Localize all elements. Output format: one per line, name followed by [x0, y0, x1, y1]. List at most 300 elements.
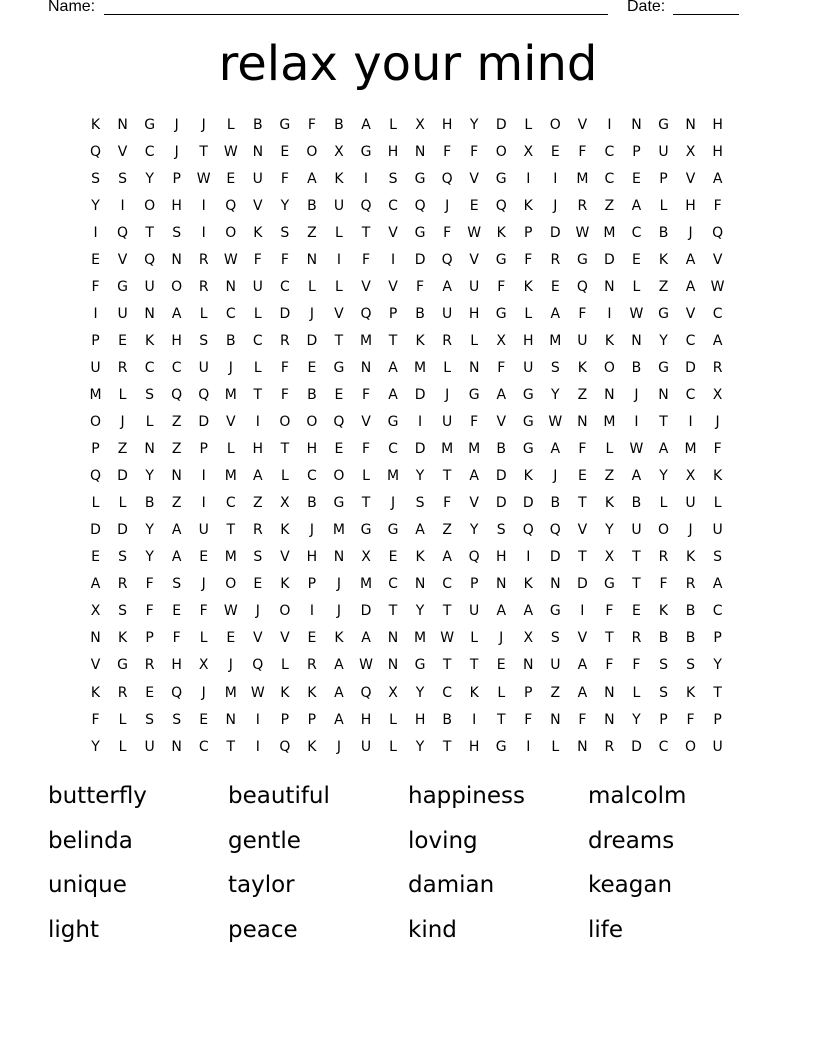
grid-letter: R: [252, 522, 263, 539]
grid-letter: T: [334, 332, 344, 349]
grid-letter: K: [523, 468, 533, 485]
grid-letter: L: [632, 684, 641, 701]
grid-letter: X: [334, 143, 344, 160]
grid-letter: P: [145, 630, 154, 647]
grid-letter: X: [90, 603, 101, 620]
grid-letter: M: [414, 359, 427, 376]
grid-letter: G: [549, 603, 561, 620]
grid-letter: J: [445, 386, 450, 403]
grid-letter: A: [361, 116, 371, 133]
grid-letter: I: [390, 251, 396, 268]
grid-letter: T: [469, 657, 479, 674]
grid-letter: M: [603, 414, 616, 431]
grid-letter: X: [712, 386, 723, 403]
grid-letter: N: [414, 143, 426, 160]
grid-letter: Y: [145, 468, 154, 485]
grid-letter: Q: [360, 305, 372, 322]
grid-letter: D: [360, 603, 372, 620]
grid-letter: E: [280, 143, 290, 160]
grid-letter: L: [307, 278, 316, 295]
grid-letter: M: [224, 549, 237, 566]
grid-letter: U: [550, 657, 561, 674]
grid-letter: O: [333, 468, 345, 485]
grid-letter: N: [144, 441, 155, 458]
grid-letter: O: [279, 414, 291, 431]
grid-letter: J: [336, 603, 342, 620]
grid-letter: P: [713, 711, 722, 728]
grid-letter: A: [442, 278, 452, 295]
grid-letter: F: [145, 603, 154, 620]
grid-letter: A: [577, 684, 588, 701]
grid-letter: M: [89, 386, 102, 403]
grid-letter: T: [388, 603, 398, 620]
grid-letter: U: [333, 197, 345, 214]
grid-letter: G: [522, 414, 534, 431]
grid-letter: A: [550, 305, 561, 322]
grid-letter: J: [336, 576, 342, 593]
grid-letter: I: [255, 414, 260, 431]
word-list-item: dreams: [588, 827, 675, 854]
grid-letter: T: [361, 224, 371, 241]
grid-letter: I: [472, 711, 477, 728]
grid-letter: C: [442, 684, 453, 701]
grid-letter: N: [144, 305, 155, 322]
grid-letter: D: [279, 305, 291, 322]
grid-letter: L: [253, 305, 262, 322]
grid-letter: H: [523, 332, 534, 349]
grid-letter: Y: [415, 468, 425, 485]
grid-letter: O: [549, 116, 561, 133]
grid-letter: L: [145, 414, 154, 431]
grid-letter: F: [497, 359, 506, 376]
grid-letter: F: [686, 711, 695, 728]
grid-letter: G: [279, 116, 291, 133]
word-list-item: malcolm: [588, 783, 687, 809]
grid-letter: A: [442, 549, 452, 566]
grid-letter: T: [605, 630, 614, 647]
grid-letter: F: [524, 711, 533, 728]
grid-letter: U: [252, 278, 263, 295]
grid-letter: W: [250, 684, 265, 701]
grid-letter: P: [307, 576, 317, 593]
grid-letter: E: [632, 170, 641, 187]
grid-letter: D: [604, 251, 615, 268]
grid-letter: G: [387, 414, 399, 431]
grid-letter: W: [629, 305, 644, 322]
grid-letter: I: [201, 468, 206, 485]
grid-letter: A: [712, 170, 723, 187]
grid-letter: U: [90, 359, 101, 376]
grid-letter: V: [469, 170, 479, 187]
grid-letter: J: [336, 738, 342, 755]
grid-letter: N: [604, 278, 615, 295]
grid-letter: K: [307, 684, 317, 701]
grid-letter: E: [469, 197, 479, 214]
grid-letter: E: [496, 657, 506, 674]
grid-letter: G: [144, 116, 156, 133]
grid-letter: I: [93, 224, 98, 241]
grid-letter: Z: [604, 468, 615, 485]
grid-letter: D: [414, 441, 426, 458]
grid-letter: L: [362, 468, 370, 485]
grid-letter: S: [415, 495, 425, 512]
grid-letter: H: [712, 116, 723, 133]
grid-letter: I: [93, 305, 98, 322]
grid-letter: S: [172, 576, 182, 593]
grid-letter: S: [253, 549, 263, 566]
grid-letter: V: [388, 224, 398, 241]
grid-letter: J: [390, 495, 396, 512]
grid-letter: B: [685, 630, 696, 647]
grid-letter: N: [225, 278, 236, 295]
grid-letter: U: [198, 522, 209, 539]
grid-letter: C: [658, 738, 669, 755]
grid-letter: N: [685, 116, 696, 133]
grid-letter: K: [604, 332, 614, 349]
letter-grid: [82, 111, 731, 760]
grid-letter: P: [280, 711, 290, 728]
grid-letter: L: [199, 630, 208, 647]
grid-letter: O: [306, 414, 318, 431]
grid-letter: S: [659, 657, 668, 674]
grid-letter: U: [442, 305, 453, 322]
grid-letter: A: [469, 468, 479, 485]
grid-letter: Q: [360, 684, 372, 701]
grid-letter: I: [688, 414, 693, 431]
grid-letter: N: [414, 576, 426, 593]
grid-letter: G: [414, 657, 426, 674]
grid-letter: Y: [145, 549, 154, 566]
grid-letter: N: [90, 630, 101, 647]
grid-letter: U: [523, 359, 534, 376]
grid-letter: L: [118, 711, 127, 728]
grid-letter: N: [171, 251, 182, 268]
grid-letter: P: [524, 684, 533, 701]
grid-letter: Q: [279, 738, 291, 755]
grid-letter: G: [495, 251, 507, 268]
grid-letter: E: [632, 251, 641, 268]
grid-letter: T: [226, 522, 236, 539]
grid-letter: O: [225, 576, 237, 593]
grid-letter: V: [361, 278, 371, 295]
grid-letter: W: [223, 603, 238, 620]
grid-letter: A: [631, 197, 642, 214]
grid-letter: R: [117, 576, 128, 593]
grid-letter: F: [713, 441, 722, 458]
grid-letter: A: [523, 603, 534, 620]
grid-letter: F: [307, 116, 316, 133]
grid-letter: V: [577, 630, 588, 647]
grid-letter: R: [442, 332, 452, 349]
grid-letter: X: [415, 116, 425, 133]
grid-letter: V: [280, 549, 290, 566]
grid-letter: M: [603, 224, 616, 241]
grid-letter: Y: [659, 332, 668, 349]
grid-letter: B: [307, 386, 317, 403]
grid-letter: I: [634, 414, 639, 431]
grid-letter: V: [496, 414, 507, 431]
grid-letter: T: [388, 332, 398, 349]
word-list-item: gentle: [228, 827, 301, 854]
grid-letter: F: [91, 711, 100, 728]
grid-letter: K: [117, 630, 128, 647]
grid-letter: G: [414, 224, 426, 241]
name-label: Name:: [48, 0, 96, 15]
grid-letter: V: [90, 657, 101, 674]
grid-letter: Y: [659, 468, 668, 485]
grid-letter: C: [604, 170, 615, 187]
grid-letter: U: [685, 495, 696, 512]
grid-letter: I: [363, 170, 369, 187]
grid-letter: F: [578, 711, 587, 728]
grid-letter: J: [255, 603, 260, 620]
grid-letter: A: [307, 170, 317, 187]
grid-letter: Y: [632, 711, 641, 728]
grid-letter: Z: [604, 197, 615, 214]
grid-letter: T: [199, 143, 208, 160]
grid-letter: H: [387, 143, 399, 160]
grid-letter: E: [334, 386, 344, 403]
grid-letter: G: [387, 522, 399, 539]
grid-letter: V: [469, 495, 479, 512]
grid-letter: D: [549, 224, 561, 241]
grid-letter: W: [575, 224, 590, 241]
word-list-item: happiness: [408, 783, 525, 809]
grid-letter: C: [388, 441, 398, 458]
grid-letter: K: [658, 251, 669, 268]
grid-letter: Q: [333, 414, 345, 431]
grid-letter: D: [685, 359, 696, 376]
grid-letter: Q: [576, 278, 588, 295]
grid-letter: V: [280, 630, 290, 647]
grid-letter: U: [198, 359, 209, 376]
grid-letter: X: [604, 549, 615, 566]
grid-letter: J: [120, 414, 125, 431]
grid-letter: B: [253, 116, 263, 133]
grid-letter: S: [145, 386, 155, 403]
word-list-item: taylor: [228, 872, 295, 898]
grid-letter: D: [414, 386, 426, 403]
grid-letter: X: [685, 468, 696, 485]
word-list-item: butterfly: [48, 783, 147, 809]
grid-letter: B: [307, 197, 317, 214]
grid-letter: E: [307, 359, 317, 376]
grid-letter: Q: [468, 549, 480, 566]
grid-letter: A: [550, 441, 561, 458]
grid-letter: P: [91, 332, 100, 349]
grid-letter: V: [469, 251, 479, 268]
grid-letter: B: [658, 224, 669, 241]
grid-letter: G: [495, 305, 507, 322]
grid-letter: L: [226, 441, 235, 458]
grid-letter: F: [578, 305, 587, 322]
grid-letter: F: [443, 224, 452, 241]
grid-letter: R: [144, 657, 155, 674]
grid-letter: S: [91, 170, 100, 187]
grid-letter: H: [171, 197, 182, 214]
grid-letter: L: [524, 305, 533, 322]
grid-letter: R: [198, 251, 209, 268]
grid-letter: I: [201, 495, 206, 512]
grid-letter: E: [632, 603, 641, 620]
grid-letter: N: [360, 359, 372, 376]
grid-letter: H: [171, 332, 182, 349]
grid-letter: Q: [117, 224, 129, 241]
word-list-item: unique: [48, 872, 127, 898]
grid-letter: E: [550, 143, 560, 160]
grid-letter: N: [252, 143, 264, 160]
grid-letter: S: [172, 711, 182, 728]
grid-letter: S: [686, 657, 695, 674]
grid-letter: M: [684, 441, 697, 458]
grid-letter: G: [495, 738, 507, 755]
grid-letter: R: [631, 630, 642, 647]
grid-letter: P: [659, 170, 668, 187]
grid-letter: B: [415, 305, 425, 322]
grid-letter: A: [658, 441, 669, 458]
grid-letter: E: [577, 468, 587, 485]
grid-letter: A: [496, 603, 507, 620]
grid-letter: O: [306, 143, 318, 160]
grid-letter: L: [280, 468, 289, 485]
grid-letter: H: [306, 549, 318, 566]
grid-letter: C: [252, 332, 263, 349]
grid-letter: C: [388, 197, 398, 214]
grid-letter: D: [117, 468, 128, 485]
grid-letter: L: [659, 495, 668, 512]
word-list-item: belinda: [48, 827, 133, 854]
grid-letter: D: [306, 332, 318, 349]
grid-letter: N: [658, 386, 669, 403]
grid-letter: N: [495, 576, 507, 593]
grid-letter: Z: [658, 278, 669, 295]
grid-letter: N: [631, 332, 642, 349]
grid-letter: Q: [198, 386, 210, 403]
grid-letter: L: [497, 684, 506, 701]
date-label: Date:: [627, 0, 666, 15]
grid-letter: M: [359, 576, 373, 593]
grid-letter: V: [225, 414, 236, 431]
grid-letter: N: [550, 711, 561, 728]
grid-letter: W: [196, 170, 211, 187]
grid-letter: K: [604, 495, 614, 512]
grid-letter: T: [442, 468, 452, 485]
grid-letter: N: [577, 414, 588, 431]
grid-letter: R: [550, 251, 561, 268]
grid-letter: C: [604, 143, 615, 160]
grid-letter: H: [441, 116, 453, 133]
grid-letter: J: [634, 386, 639, 403]
grid-letter: S: [145, 711, 155, 728]
grid-letter: F: [605, 603, 614, 620]
grid-letter: C: [685, 386, 696, 403]
grid-letter: K: [685, 684, 696, 701]
grid-letter: K: [90, 116, 101, 133]
grid-letter: O: [603, 359, 615, 376]
grid-letter: A: [334, 711, 344, 728]
grid-letter: A: [712, 332, 723, 349]
grid-letter: Q: [225, 197, 237, 214]
grid-letter: L: [280, 657, 289, 674]
grid-letter: D: [90, 522, 101, 539]
grid-letter: L: [551, 738, 560, 755]
grid-letter: Z: [550, 684, 561, 701]
grid-letter: V: [117, 251, 128, 268]
grid-letter: K: [469, 684, 479, 701]
grid-letter: L: [335, 224, 343, 241]
grid-letter: K: [415, 549, 425, 566]
grid-letter: Z: [442, 522, 452, 539]
grid-letter: F: [91, 278, 100, 295]
grid-letter: B: [631, 359, 642, 376]
grid-letter: Y: [469, 116, 479, 133]
grid-letter: S: [388, 170, 398, 187]
word-list: [48, 774, 768, 952]
grid-letter: Y: [145, 170, 154, 187]
grid-letter: S: [713, 549, 723, 566]
grid-letter: I: [580, 603, 585, 620]
grid-letter: S: [496, 522, 506, 539]
grid-letter: G: [414, 170, 426, 187]
grid-letter: D: [414, 251, 426, 268]
grid-letter: G: [522, 441, 534, 458]
grid-letter: F: [361, 251, 371, 268]
grid-letter: K: [658, 603, 669, 620]
grid-letter: N: [117, 116, 128, 133]
grid-letter: E: [172, 603, 182, 620]
grid-letter: S: [550, 359, 560, 376]
grid-letter: Q: [414, 197, 426, 214]
grid-letter: A: [685, 251, 696, 268]
grid-letter: T: [145, 224, 154, 241]
grid-letter: U: [442, 414, 453, 431]
grid-letter: J: [309, 522, 314, 539]
grid-letter: D: [576, 576, 588, 593]
grid-letter: V: [577, 116, 588, 133]
grid-letter: H: [414, 711, 426, 728]
word-list-item: loving: [408, 827, 478, 854]
grid-letter: K: [307, 738, 317, 755]
grid-letter: Y: [415, 684, 425, 701]
grid-letter: E: [145, 684, 155, 701]
grid-letter: Q: [171, 684, 183, 701]
grid-letter: A: [171, 549, 182, 566]
grid-letter: L: [389, 116, 397, 133]
grid-letter: F: [145, 576, 154, 593]
grid-letter: B: [685, 603, 696, 620]
grid-letter: E: [118, 332, 127, 349]
grid-letter: L: [118, 738, 127, 755]
grid-letter: X: [280, 495, 290, 512]
grid-letter: U: [252, 170, 263, 187]
grid-letter: N: [171, 468, 182, 485]
grid-letter: F: [659, 576, 668, 593]
grid-letter: P: [524, 224, 533, 241]
grid-letter: C: [144, 359, 155, 376]
grid-letter: U: [712, 738, 723, 755]
grid-letter: V: [388, 278, 398, 295]
grid-letter: A: [388, 386, 398, 403]
grid-letter: K: [685, 549, 696, 566]
grid-letter: U: [144, 278, 155, 295]
page-title: relax your mind: [218, 36, 598, 92]
grid-letter: K: [577, 359, 587, 376]
grid-letter: F: [280, 170, 289, 187]
grid-letter: R: [307, 657, 317, 674]
grid-letter: H: [171, 657, 182, 674]
grid-letter: N: [631, 116, 642, 133]
grid-letter: Y: [605, 522, 614, 539]
